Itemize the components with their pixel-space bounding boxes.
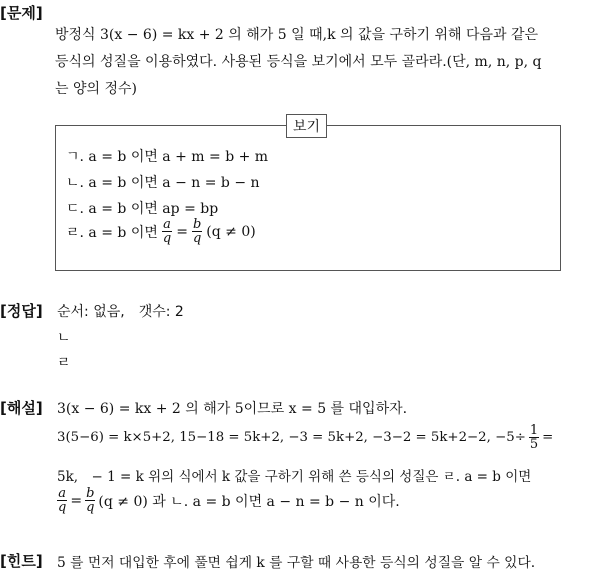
choice-item-2: ㄴ. a = b 이면 a − n = b − n [66,175,260,191]
explanation-line-1: 3(x − 6) = kx + 2 의 해가 5이므로 x = 5 를 대입하자. [57,401,408,417]
equals-sign: = [70,492,83,509]
fraction-denominator: q [86,500,95,515]
explanation-line-4 [57,487,400,514]
answer-item-2: ㄹ [57,355,71,371]
explanation-header: [해설] [0,399,43,417]
fraction [85,487,95,514]
hint-header: [힌트] [0,552,43,570]
problem-header: [문제] [0,4,43,22]
explanation-line-2-text: 3(5−6) = k×5+2, 15−18 = 5k+2, −3 = 5k+2, −3−2 = 5k+2−2, −5÷ [57,430,526,445]
equals-sign: = [176,223,188,240]
answer-header: [정답] [0,302,43,320]
choice-item-4 [66,218,256,245]
answer-item-1: ㄴ [57,330,71,346]
fraction-numerator: b [86,486,95,501]
fraction [192,218,202,245]
explanation-line-4-tail: (q ≠ 0) 과 ㄴ. a = b 이면 a − n = b − n 이다. [98,493,400,510]
problem-line-3: 는 양의 정수) [55,81,137,97]
fraction-denominator: q [58,500,67,515]
fraction [162,218,172,245]
fraction [57,487,67,514]
problem-line-1: 방정식 3(x − 6) = kx + 2 의 해가 5 일 때,k 의 값을 구하기 위해 다음과 같은 [55,27,539,43]
fraction-numerator: a [163,217,171,232]
fraction-numerator: b [192,217,202,232]
choices-box-title: 보기 [286,114,327,138]
choice-item-3: ㄷ. a = b 이면 ap = bp [66,201,219,217]
equals-sign: = [542,430,554,445]
fraction-denominator: 5 [529,437,539,452]
fraction-denominator: q [192,231,202,246]
choice-item-4-text: ㄹ. a = b 이면 [66,224,158,241]
fraction-numerator: a [58,486,67,501]
choice-item-1: ㄱ. a = b 이면 a + m = b + m [66,149,269,165]
explanation-line-3: 5k, − 1 = k 위의 식에서 k 값을 구하기 위해 쓴 등식의 성질은 ㄹ. a = b 이면 [57,469,532,485]
answer-line: 순서: 없음, 갯수: 2 [57,304,184,320]
choice-item-4-tail: (q ≠ 0) [206,223,256,240]
hint-line: 5 를 먼저 대입한 후에 풀면 쉽게 k 를 구할 때 사용한 등식의 성질을 알 수 있다. [57,555,536,571]
explanation-line-2 [57,424,553,451]
fraction-denominator: q [162,231,172,246]
fraction [529,424,539,451]
fraction-numerator: 1 [529,423,539,438]
problem-line-2: 등식의 성질을 이용하였다. 사용된 등식을 보기에서 모두 골라라.(단, m, n, p, q [55,54,542,70]
